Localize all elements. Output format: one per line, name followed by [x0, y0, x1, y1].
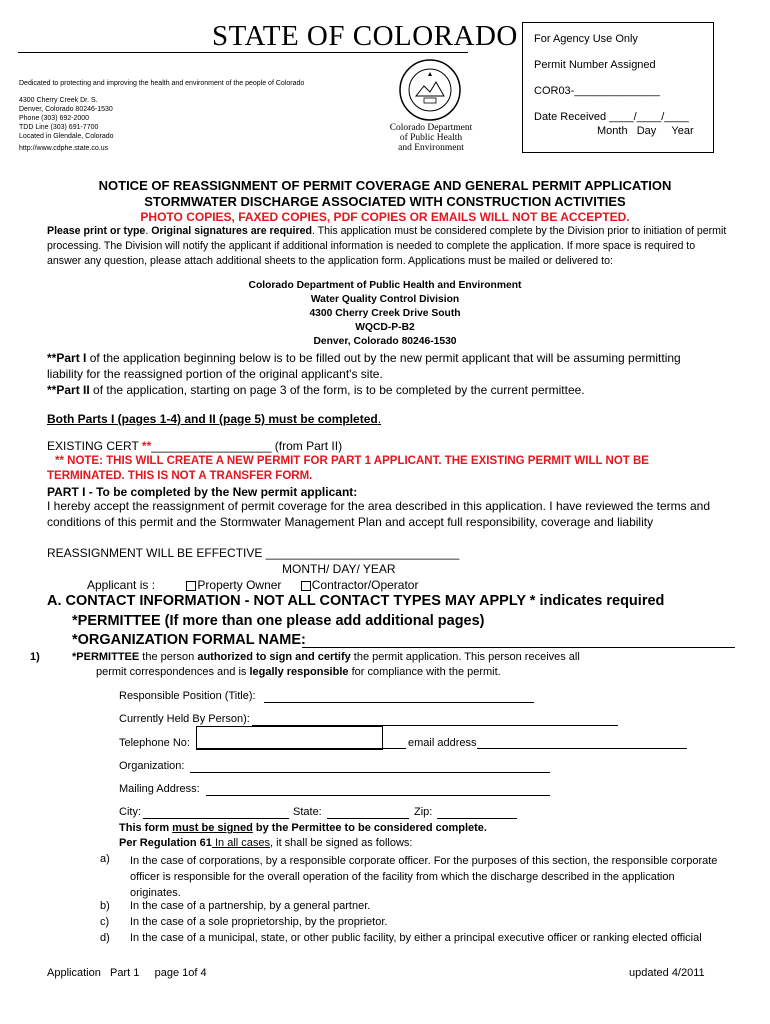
existing-cert-field[interactable]: __________________ — [151, 439, 272, 453]
desc-text: the person — [139, 651, 198, 663]
part-i-note — [47, 350, 717, 382]
email-field[interactable] — [477, 748, 687, 749]
permit-number-label: Permit Number Assigned — [534, 59, 656, 71]
list-item: In the case of corporations, by a responsible corporate officer. For the purposes of this section, the responsible corporate officer is responsible for the overall operation of the facility from which the discharge described in the application originates. — [130, 855, 718, 899]
org-name-label: *ORGANIZATION FORMAL NAME: — [72, 632, 306, 648]
agency-use-box — [522, 22, 714, 153]
intro-paragraph — [47, 224, 727, 269]
mailing-address-field[interactable] — [206, 795, 550, 796]
desc-text: permit correspondences and is — [96, 666, 250, 678]
part-ii-label: **Part II — [47, 383, 90, 397]
mailing-address-label: Mailing Address: — [119, 783, 200, 795]
part-i-heading-label: PART I — [47, 485, 86, 499]
position-label: Responsible Position (Title): — [119, 690, 256, 702]
date-parts-label: Month Day Year — [597, 125, 694, 137]
existing-cert-stars: ** — [141, 439, 152, 453]
copies-warning: PHOTO COPIES, FAXED COPIES, PDF COPIES OR EMAILS WILL NOT BE ACCEPTED. — [140, 210, 630, 224]
contractor-operator-checkbox[interactable] — [301, 581, 311, 591]
effective-date-field[interactable]: _____________________________ — [265, 546, 460, 560]
phone-underline — [196, 748, 406, 749]
intro-rest: . This application must be considered complete by the Division prior to initiation of permit processing. The Division will notify the applicant if additional information is needed to complete the application. If more space is required to answer any question, please attach additional sheets to the application form. Applications must be mailed or delivered to: — [47, 225, 727, 267]
regulation-text: , it shall be signed as follows: — [270, 837, 413, 849]
regulation-label: Per Regulation 61 — [119, 837, 212, 849]
organization-label: Organization: — [119, 760, 185, 772]
position-field[interactable] — [264, 702, 534, 703]
property-owner-checkbox[interactable] — [186, 581, 196, 591]
zip-label: Zip: — [414, 806, 433, 818]
email-label: email address — [408, 737, 477, 749]
mailing-line: WQCD-P-B2 — [355, 322, 415, 333]
effective-row — [47, 545, 459, 561]
dept-line: Colorado Department — [389, 123, 473, 133]
intro-bold-1: Please print or type — [47, 225, 146, 237]
both-parts-dot: . — [377, 412, 382, 426]
acceptance-text: I hereby accept the reassignment of permit coverage for the area described in this application. I have reviewed the terms and conditions of this permit and the Stormwater Management Plan and accept full responsibility, coverage and liability — [47, 499, 711, 529]
address-line: TDD Line (303) 691-7700 — [19, 124, 99, 131]
address-line: 4300 Cherry Creek Dr. S. — [19, 97, 98, 104]
permit-number-field[interactable]: COR03-______________ — [534, 85, 660, 97]
mailing-line: Colorado Department of Public Health and Environment — [248, 280, 522, 291]
organization-field[interactable] — [190, 772, 550, 773]
list-key: d) — [100, 932, 110, 944]
part-i-text: of the application beginning below is to be filled out by the new permit applicant that will be assuming permitting liability for the reassigned portion of the original applicant's site. — [47, 351, 681, 381]
phone-field[interactable] — [196, 726, 383, 750]
regulation-underlined: In all cases — [211, 837, 271, 849]
permittee-term: *PERMITTEE — [72, 651, 140, 663]
city-field[interactable] — [143, 818, 289, 819]
dept-line: of Public Health — [399, 133, 463, 143]
section-a-heading: A. CONTACT INFORMATION - NOT ALL CONTACT TYPES MAY APPLY * indicates required — [47, 593, 665, 609]
address-line: Denver, Colorado 80246-1530 — [19, 106, 113, 113]
footer-updated: updated 4/2011 — [629, 967, 705, 979]
intro-sep: . — [145, 225, 152, 237]
part-ii-note — [47, 382, 747, 398]
org-name-field[interactable] — [302, 647, 735, 648]
held-by-label: Currently Held By Person): — [119, 713, 250, 725]
phone-label: Telephone No: — [119, 737, 190, 749]
mailing-line: Water Quality Control Division — [310, 294, 460, 305]
existing-cert-label: EXISTING CERT — [47, 439, 142, 453]
mailing-line: Denver, Colorado 80246-1530 — [313, 336, 457, 347]
address-block — [19, 96, 114, 141]
list-item: In the case of a municipal, state, or other public facility, by either a principal executive officer or ranking elected official — [130, 932, 702, 944]
desc-text: for compliance with the permit. — [348, 666, 501, 678]
tagline: Dedicated to protecting and improving the health and environment of the people of Colorado — [19, 80, 305, 87]
address-line: Phone (303) 692-2000 — [19, 115, 90, 122]
applicant-row — [87, 577, 418, 593]
list-key: b) — [100, 900, 110, 912]
desc-bold: authorized to sign and certify — [197, 651, 351, 663]
both-parts-text: Both Parts I (pages 1-4) and II (page 5) must be completed — [47, 412, 378, 426]
part-ii-text: of the application, starting on page 3 of the form, is to be completed by the current permittee. — [89, 383, 585, 397]
agency-title: For Agency Use Only — [534, 33, 638, 45]
state-field[interactable] — [327, 818, 409, 819]
must-sign-note — [119, 822, 487, 834]
state-title: STATE OF COLORADO — [212, 20, 518, 52]
dept-name — [384, 123, 478, 153]
transfer-note: ** NOTE: THIS WILL CREATE A NEW PERMIT FOR PART 1 APPLICANT. THE EXISTING PERMIT WILL NOT BE TERMINATED. THIS IS NOT A TRANSFER FORM. — [47, 455, 649, 482]
list-key: a) — [100, 853, 110, 865]
applicant-label: Applicant is : — [87, 578, 156, 592]
sign-text: This form — [119, 822, 173, 834]
permittee-desc-2 — [96, 666, 501, 678]
website: http://www.cdphe.state.co.us — [19, 145, 109, 152]
header-rule — [18, 52, 468, 53]
state-seal-icon — [398, 58, 462, 122]
both-parts-note — [47, 411, 381, 427]
permittee-desc — [72, 651, 692, 663]
part-i-heading-rest: - To be completed by the New permit applicant: — [85, 485, 358, 499]
existing-cert-suffix: (from Part II) — [271, 439, 343, 453]
existing-cert-row — [47, 438, 342, 454]
list-key: c) — [100, 916, 110, 928]
effective-format: MONTH/ DAY/ YEAR — [282, 562, 396, 576]
contractor-operator-label: Contractor/Operator — [311, 578, 419, 592]
list-item: In the case of a sole proprietorship, by the proprietor. — [130, 916, 388, 928]
regulation-note — [119, 837, 412, 849]
part-i-label: **Part I — [47, 351, 87, 365]
address-line: Located in Glendale, Colorado — [19, 133, 114, 140]
permittee-heading: *PERMITTEE (If more than one please add additional pages) — [72, 613, 485, 629]
state-label: State: — [293, 806, 322, 818]
desc-text: the permit application. This person receives all — [350, 651, 580, 663]
city-label: City: — [119, 806, 141, 818]
mailing-line: 4300 Cherry Creek Drive South — [309, 308, 461, 319]
sign-text: by the Permittee to be considered complete. — [252, 822, 487, 834]
sign-underlined: must be signed — [172, 822, 253, 834]
desc-bold: legally responsible — [249, 666, 349, 678]
title-line-1: NOTICE OF REASSIGNMENT OF PERMIT COVERAGE AND GENERAL PERMIT APPLICATION — [98, 178, 672, 193]
title-line-2: STORMWATER DISCHARGE ASSOCIATED WITH CONSTRUCTION ACTIVITIES — [144, 194, 626, 209]
effective-label: REASSIGNMENT WILL BE EFFECTIVE — [47, 546, 266, 560]
property-owner-label: Property Owner — [197, 578, 282, 592]
intro-bold-2: Original signatures are required — [151, 225, 312, 237]
item-number: 1) — [30, 651, 40, 663]
date-received-field[interactable]: Date Received ____/____/____ — [534, 111, 689, 123]
list-item: In the case of a partnership, by a general partner. — [130, 900, 371, 912]
footer-page-info: Application Part 1 page 1of 4 — [47, 967, 207, 979]
zip-field[interactable] — [437, 818, 517, 819]
dept-line: and Environment — [398, 143, 464, 153]
